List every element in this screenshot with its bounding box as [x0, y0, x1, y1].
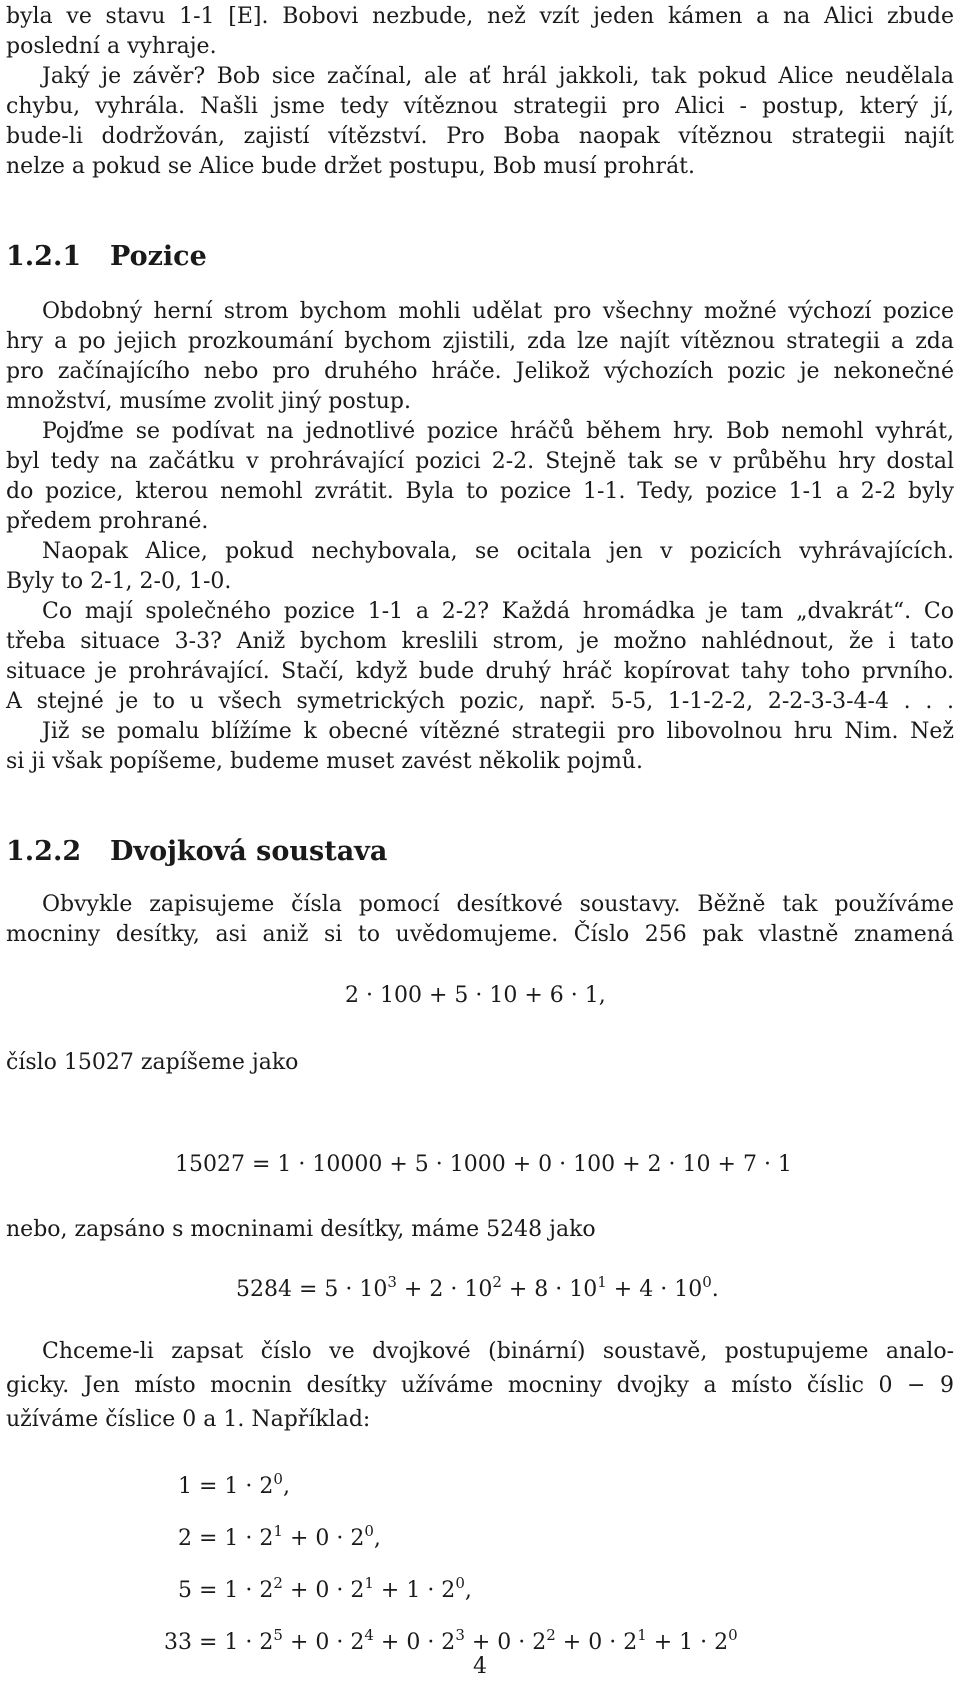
paragraph-line: předem prohrané. — [6, 509, 209, 534]
equation-term: + 0 · 2 — [555, 1630, 638, 1655]
equation-exponent: 0 — [455, 1574, 465, 1592]
equation-lhs: 33 — [164, 1630, 192, 1655]
paragraph-line: Byly to 2-1, 2-0, 1-0. — [6, 569, 232, 594]
paragraph-line: nelze a pokud se Alice bude držet postupu, Bob musí prohrát. — [6, 154, 696, 179]
equation-term: , — [282, 1474, 290, 1499]
equation-exponent: 4 — [364, 1626, 374, 1644]
paragraph-line: situace je prohrávající. Stačí, když bude druhý hráč kopírovat tahy toho prvního. — [6, 659, 954, 684]
equation-term: + 8 · 10 — [501, 1277, 598, 1302]
equation-term: + 0 · 2 — [282, 1630, 365, 1655]
section-title: Dvojková soustava — [110, 836, 388, 867]
equation-term: + 0 · 2 — [282, 1578, 365, 1603]
equation-exponent: 0 — [702, 1273, 712, 1291]
paragraph-line: hry a po jejich prozkoumání bychom zjistili, zda lze najít vítěznou strategii a zda — [6, 329, 954, 354]
equation-exponent: 3 — [455, 1626, 465, 1644]
paragraph-line: do pozice, kterou nemohl zvrátit. Byla to pozice 1-1. Tedy, pozice 1-1 a 2-2 byly — [6, 479, 954, 504]
equation-term: + 1 · 2 — [646, 1630, 729, 1655]
paragraph-line: pro začínajícího nebo pro druhého hráče. Jelikož výchozích pozic je nekonečné — [6, 359, 954, 384]
equation-lhs: 5 — [178, 1578, 192, 1603]
paragraph-line: si ji však popíšeme, budeme muset zavést několik pojmů. — [6, 749, 643, 774]
page-number: 4 — [473, 1654, 487, 1679]
paragraph-line: Již se pomalu blížíme k obecné vítězné strategii pro libovolnou hru Nim. Než — [42, 719, 954, 744]
section-heading-pozice — [6, 240, 207, 274]
paragraph-line: Chceme-li zapsat číslo ve dvojkové (binární) soustavě, postupujeme analo- — [42, 1339, 954, 1364]
section-number: 1.2.1 — [6, 241, 82, 272]
equation-256: 2 · 100 + 5 · 10 + 6 · 1, — [345, 983, 606, 1008]
paragraph-line: byla ve stavu 1-1 [E]. Bobovi nezbude, než vzít jeden kámen a na Alici zbude — [6, 4, 954, 29]
binary-equation — [154, 1524, 381, 1554]
paragraph-line: bude-li dodržován, zajistí vítězství. Pro Boba naopak vítěznou strategii najít — [6, 124, 954, 149]
equation-15027: 15027 = 1 · 10000 + 5 · 1000 + 0 · 100 + 2 · 10 + 7 · 1 — [175, 1152, 792, 1177]
equation-term: + 0 · 2 — [373, 1630, 456, 1655]
section-heading-dvojkova-soustava — [6, 835, 387, 869]
equation-term: + 0 · 2 — [464, 1630, 547, 1655]
paragraph-line: množství, musíme zvolit jiný postup. — [6, 389, 412, 414]
equation-exponent: 5 — [273, 1626, 283, 1644]
equation-5284 — [236, 1275, 719, 1305]
equation-term: , — [373, 1526, 381, 1551]
equation-term: = 1 · 2 — [199, 1630, 274, 1655]
equation-exponent: 0 — [364, 1522, 374, 1540]
paragraph-line: Co mají společného pozice 1-1 a 2-2? Každá hromádka je tam „dvakrát“. Co — [42, 599, 954, 624]
paragraph-line: nebo, zapsáno s mocninami desítky, máme 5248 jako — [6, 1217, 596, 1242]
paragraph-line: užíváme číslice 0 a 1. Například: — [6, 1407, 371, 1432]
paragraph-line: poslední a vyhraje. — [6, 34, 217, 59]
paragraph-line: Jaký je závěr? Bob sice začínal, ale ať hrál jakkoli, tak pokud Alice neudělala — [42, 64, 954, 89]
equation-exponent: 1 — [637, 1626, 647, 1644]
equation-term: + 2 · 10 — [396, 1277, 493, 1302]
paragraph-line: A stejné je to u všech symetrických pozic, např. 5-5, 1-1-2-2, 2-2-3-3-4-4 . . . — [6, 689, 954, 714]
binary-equation — [154, 1472, 290, 1502]
equation-lhs: 2 — [178, 1526, 192, 1551]
equation-term: = 1 · 2 — [199, 1474, 274, 1499]
equation-lhs: 1 — [178, 1474, 192, 1499]
equation-term: . — [711, 1277, 719, 1302]
equation-term: 5284 = 5 · 10 — [236, 1277, 388, 1302]
equation-term: = 1 · 2 — [199, 1526, 274, 1551]
paragraph-line: Obvykle zapisujeme čísla pomocí desítkové soustavy. Běžně tak používáme — [42, 892, 954, 917]
section-title: Pozice — [110, 241, 207, 272]
equation-exponent: 3 — [387, 1273, 397, 1291]
equation-term: , — [464, 1578, 472, 1603]
paragraph-line: číslo 15027 zapíšeme jako — [6, 1050, 299, 1075]
equation-exponent: 1 — [364, 1574, 374, 1592]
equation-exponent: 2 — [273, 1574, 283, 1592]
equation-exponent: 2 — [492, 1273, 502, 1291]
paragraph-line: Pojďme se podívat na jednotlivé pozice hráčů během hry. Bob nemohl vyhrát, — [42, 419, 954, 444]
equation-exponent: 0 — [273, 1470, 283, 1488]
equation-exponent: 2 — [546, 1626, 556, 1644]
equation-exponent: 0 — [728, 1626, 738, 1644]
paragraph-line: byl tedy na začátku v prohrávající pozici 2-2. Stejně tak se v průběhu hry dostal — [6, 449, 954, 474]
paragraph-line: gicky. Jen místo mocnin desítky užíváme mocniny dvojky a místo číslic 0 − 9 — [6, 1373, 954, 1398]
paragraph-line: chybu, vyhrála. Našli jsme tedy vítěznou strategii pro Alici - postup, který jí, — [6, 94, 954, 119]
equation-term: + 1 · 2 — [373, 1578, 456, 1603]
equation-term: + 4 · 10 — [606, 1277, 703, 1302]
paragraph-line: třeba situace 3-3? Aniž bychom kreslili strom, je možno nahlédnout, že i tato — [6, 629, 954, 654]
equation-exponent: 1 — [597, 1273, 607, 1291]
paragraph-line: Naopak Alice, pokud nechybovala, se ocitala jen v pozicích vyhrávajících. — [42, 539, 954, 564]
binary-equation — [154, 1576, 472, 1606]
equation-term: = 1 · 2 — [199, 1578, 274, 1603]
equation-term: + 0 · 2 — [282, 1526, 365, 1551]
section-number: 1.2.2 — [6, 836, 82, 867]
paragraph-line: Obdobný herní strom bychom mohli udělat pro všechny možné výchozí pozice — [42, 299, 954, 324]
equation-exponent: 1 — [273, 1522, 283, 1540]
paragraph-line: mocniny desítky, asi aniž si to uvědomujeme. Číslo 256 pak vlastně znamená — [6, 922, 954, 947]
